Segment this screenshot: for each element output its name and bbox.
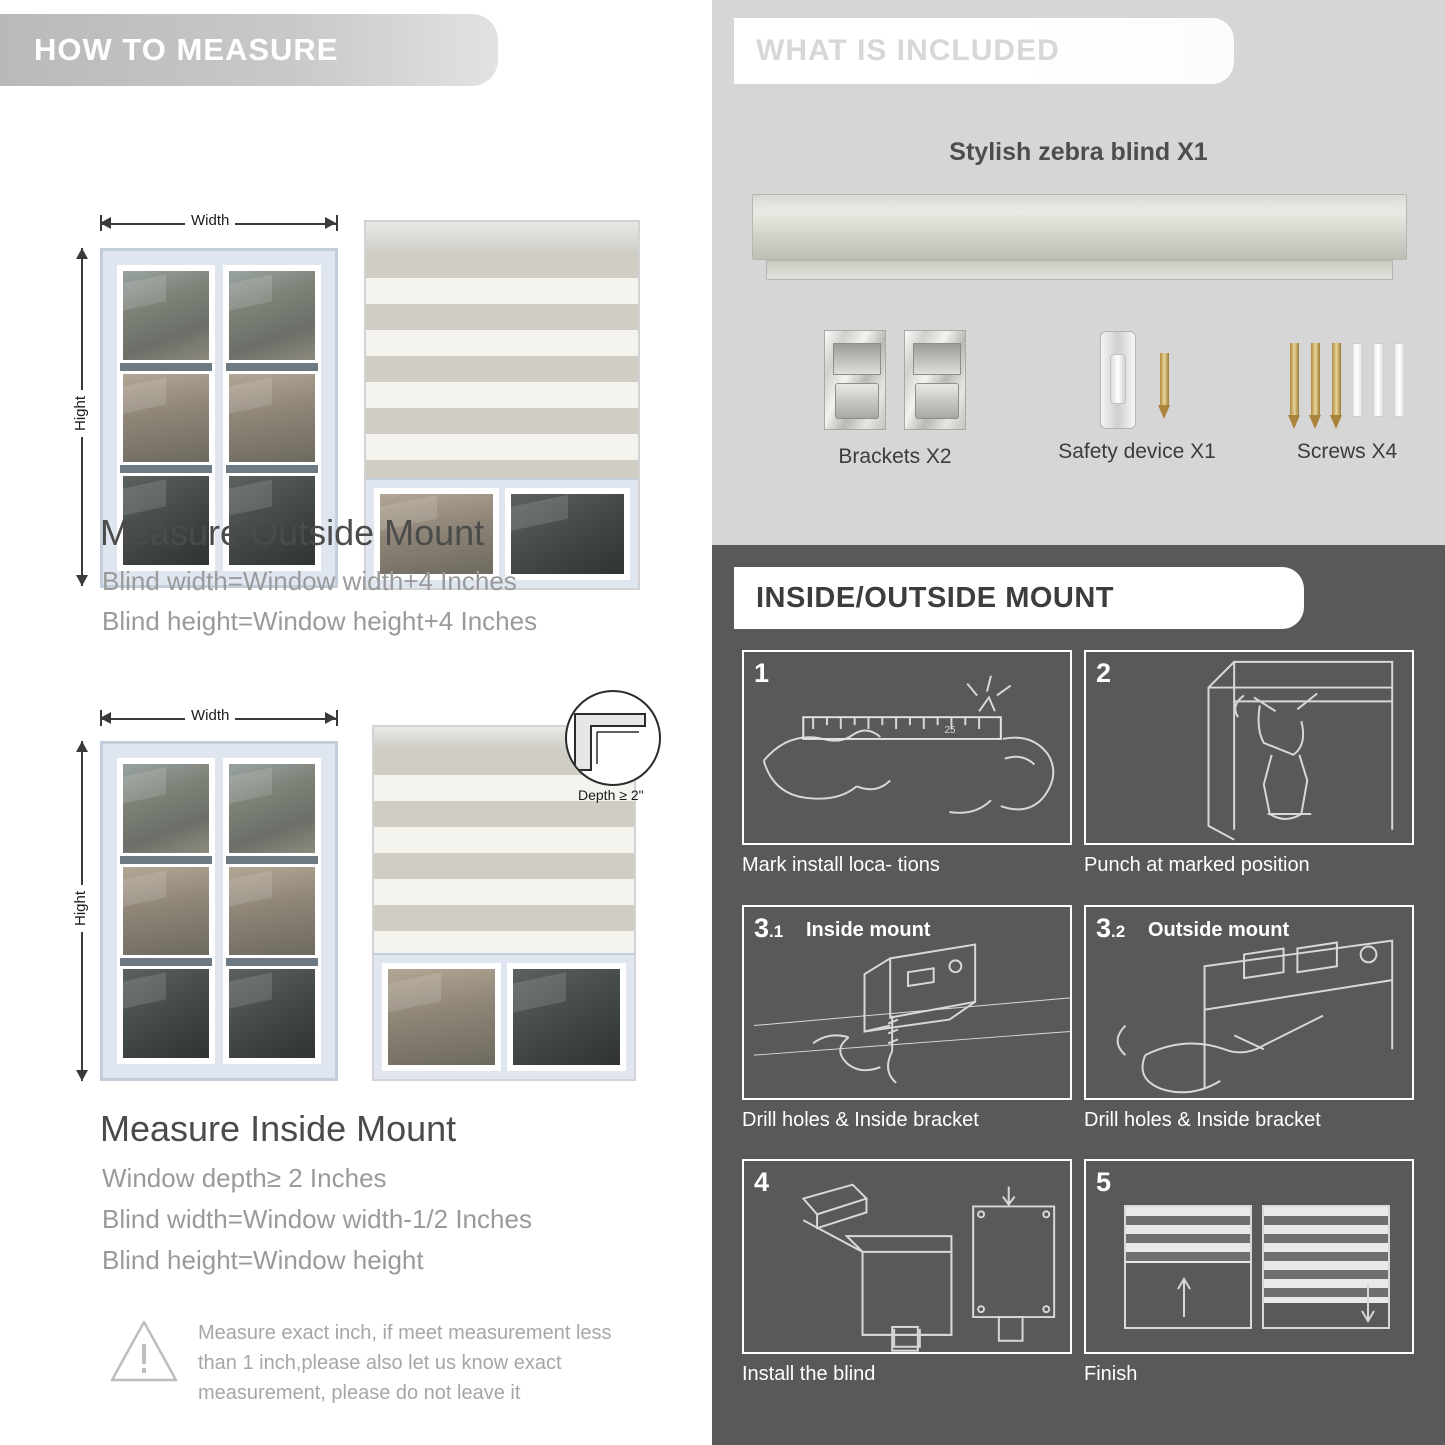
depth-detail-icon [567, 692, 659, 784]
step-1-caption: Mark install loca- tions [742, 854, 940, 876]
screw-icon [1311, 343, 1320, 417]
outside-height-arrow-up [76, 248, 88, 259]
window-panes [382, 963, 626, 1071]
blind-headrail-body [752, 194, 1407, 260]
arrow-up-icon [1176, 1275, 1192, 1319]
inside-mount-diagram [0, 695, 712, 1095]
outside-mount-line-1: Blind width=Window width+4 Inches [102, 566, 517, 596]
window-pane [510, 966, 623, 1068]
part-label-screws: Screws X4 [1296, 440, 1398, 463]
step-3-1-caption: Drill holes & Inside bracket [742, 1109, 979, 1131]
step-4-caption: Install the blind [742, 1363, 876, 1385]
inside-outside-mount-panel [712, 545, 1445, 1445]
what-is-included-tab [734, 18, 1234, 84]
blind-headrail [366, 222, 638, 253]
part-label-brackets: Brackets X2 [838, 445, 952, 468]
how-to-measure-title: HOW TO MEASURE [34, 32, 339, 67]
right-column [712, 0, 1445, 1445]
step-2 [1084, 650, 1414, 877]
window-pane [120, 966, 212, 1061]
outside-width-tick-right [336, 215, 338, 231]
inside-width-tick-left [100, 710, 102, 726]
step-5 [1084, 1159, 1414, 1386]
blind-headrail-lip [766, 260, 1393, 280]
step-3-2 [1084, 905, 1414, 1132]
step-2-image [1084, 650, 1414, 845]
outside-width-label: Width [185, 212, 235, 229]
step-4 [742, 1159, 1072, 1386]
inside-mount-line-2: Blind width=Window width-1/2 Inches [102, 1204, 532, 1234]
window-pane-column-right [507, 963, 626, 1071]
bracket-icon [904, 330, 966, 430]
warning-triangle-icon [108, 1318, 180, 1384]
safety-device-icon [1100, 331, 1136, 429]
step-3-2-caption: Drill holes & Inside bracket [1084, 1109, 1321, 1131]
screw-icon [1290, 343, 1299, 417]
step-3-1-number: 3.1 [754, 913, 784, 943]
outside-mount-line-2: Blind height=Window height+4 Inches [102, 606, 538, 636]
window-pane-column-left [382, 963, 501, 1071]
step-5-number: 5 [1096, 1167, 1112, 1197]
window-pane [226, 966, 318, 1061]
blind-lower-window [374, 953, 634, 1079]
step-4-image [742, 1159, 1072, 1354]
outside-mount-headline: Measure Outside Mount [100, 512, 485, 553]
finished-blind-right [1262, 1205, 1390, 1329]
screw-icons [1252, 330, 1442, 430]
finished-blind-left [1124, 1205, 1252, 1329]
window-pane-column-right [223, 758, 321, 1064]
window-pane [508, 491, 627, 577]
part-screws [1252, 330, 1442, 464]
step-3-1 [742, 905, 1072, 1132]
window-pane [226, 864, 318, 959]
window-pane [120, 864, 212, 959]
measure-tape-sketch [744, 652, 1070, 845]
step-1-number: 1 [754, 658, 770, 688]
included-parts-row [712, 330, 1445, 510]
inside-height-arrow-up [76, 741, 88, 752]
part-brackets [770, 330, 1020, 469]
outside-height-arrow-down [76, 575, 88, 586]
window-pane [385, 966, 498, 1068]
inside-outside-mount-title: INSIDE/OUTSIDE MOUNT [756, 581, 1115, 614]
outside-width-tick-left [100, 215, 102, 231]
outside-width-arrow-left [100, 217, 111, 229]
drill-punch-sketch [1086, 652, 1412, 845]
part-label-safety-device: Safety device X1 [1058, 440, 1216, 463]
inside-height-arrow-down [76, 1070, 88, 1081]
inside-width-arrow-left [100, 712, 111, 724]
blind-fabric-stripes [1126, 1207, 1250, 1263]
measurement-warning-text: Measure exact inch, if meet measurement less than 1 inch,please also let us know exact measurement, please do not leave it [198, 1322, 612, 1404]
window-pane [226, 371, 318, 466]
wall-anchor-icon [1394, 343, 1405, 417]
blind-fabric-stripes [366, 252, 638, 510]
step-2-caption: Punch at marked position [1084, 854, 1310, 876]
wall-anchor-icon [1352, 343, 1363, 417]
window-pane [120, 761, 212, 856]
window-panes [117, 758, 321, 1064]
depth-callout-circle [565, 690, 661, 786]
step-3-2-inline-label: Outside mount [1148, 919, 1290, 941]
step-5-caption: Finish [1084, 1363, 1138, 1385]
step-1 [742, 650, 1072, 877]
outside-width-arrow-right [325, 217, 336, 229]
zebra-blind-product-illustration [752, 194, 1407, 294]
window-pane [120, 371, 212, 466]
window-pane [226, 268, 318, 363]
window-pane [226, 761, 318, 856]
part-safety-device [1012, 330, 1262, 464]
inside-mount-line-1: Window depth≥ 2 Inches [102, 1163, 387, 1193]
bracket-icons [770, 330, 1020, 435]
outside-height-label: Hight [72, 390, 89, 437]
step-3-1-inline-label: Inside mount [806, 919, 931, 941]
how-to-measure-tab [0, 14, 498, 86]
measurement-warning [108, 1318, 648, 1408]
screw-icon [1160, 353, 1169, 407]
svg-text:25: 25 [944, 725, 956, 737]
what-is-included-panel [712, 0, 1445, 545]
inside-outside-mount-tab [734, 567, 1304, 629]
bracket-icon [824, 330, 886, 430]
safety-device-icons [1012, 330, 1262, 430]
step-3-2-number: 3.2 [1096, 913, 1126, 943]
step-4-number: 4 [754, 1167, 770, 1197]
inside-mount-line-3: Blind height=Window height [102, 1245, 424, 1275]
what-is-included-title: WHAT IS INCLUDED [756, 34, 1060, 67]
window-pane-column-left [117, 758, 215, 1064]
step-1-image [742, 650, 1072, 845]
product-title: Stylish zebra blind X1 [949, 138, 1208, 166]
inside-width-tick-right [336, 710, 338, 726]
inside-width-label: Width [185, 707, 235, 724]
window-pane-column-right [505, 488, 630, 580]
how-to-measure-column [0, 0, 712, 1445]
outside-mount-diagram [0, 100, 712, 500]
arrow-down-icon [1360, 1281, 1376, 1325]
step-2-number: 2 [1096, 658, 1112, 688]
step-3-2-image [1084, 905, 1414, 1100]
inside-height-label: Hight [72, 885, 89, 932]
depth-label: Depth ≥ 2" [578, 787, 644, 803]
wall-anchor-icon [1373, 343, 1384, 417]
inside-mount-headline: Measure Inside Mount [100, 1108, 457, 1149]
window-pane [120, 268, 212, 363]
install-blind-sketch [744, 1161, 1070, 1354]
inside-width-arrow-right [325, 712, 336, 724]
step-5-image [1084, 1159, 1414, 1354]
step-3-1-image [742, 905, 1072, 1100]
screw-icon [1332, 343, 1341, 417]
inside-window-illustration [100, 741, 338, 1081]
